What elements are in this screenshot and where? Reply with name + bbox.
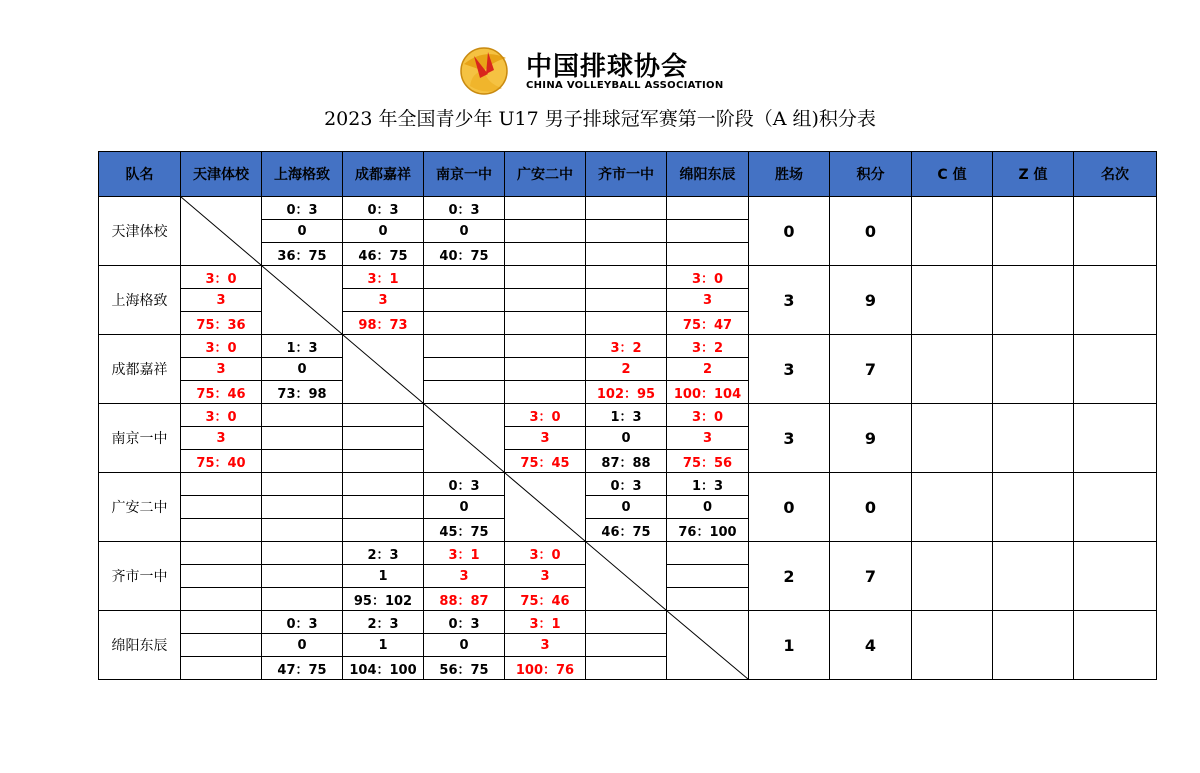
z-value-cell (993, 266, 1074, 335)
c-value-cell (912, 542, 993, 611)
match-score: 1：3 (586, 404, 667, 427)
match-ratio: 47：75 (262, 657, 343, 680)
match-ratio: 98：73 (343, 312, 424, 335)
match-pts: 3 (181, 289, 262, 312)
match-score: 0：3 (424, 473, 505, 496)
points-cell: 9 (830, 404, 912, 473)
header-cell: 名次 (1074, 152, 1157, 197)
match-score: 2：3 (343, 611, 424, 634)
match-ratio: 45：75 (424, 519, 505, 542)
match-ratio: 87：88 (586, 450, 667, 473)
table-body (99, 197, 1157, 680)
match-ratio (667, 588, 749, 611)
match-ratio: 56：75 (424, 657, 505, 680)
rank-cell (1074, 542, 1157, 611)
wins-cell: 0 (749, 473, 830, 542)
match-ratio (586, 243, 667, 266)
match-score (424, 335, 505, 358)
match-ratio (262, 588, 343, 611)
match-score (343, 473, 424, 496)
match-pts (343, 427, 424, 450)
wins-cell: 3 (749, 404, 830, 473)
match-ratio: 75：46 (505, 588, 586, 611)
self-match-cell (343, 335, 424, 404)
match-score: 3：0 (505, 404, 586, 427)
team-name: 齐市一中 (99, 542, 181, 611)
match-ratio: 102：95 (586, 381, 667, 404)
match-pts: 0 (586, 427, 667, 450)
match-pts (667, 565, 749, 588)
wins-cell: 0 (749, 197, 830, 266)
header-cell: 积分 (830, 152, 912, 197)
match-pts (424, 289, 505, 312)
match-pts: 0 (667, 496, 749, 519)
z-value-cell (993, 197, 1074, 266)
points-cell: 0 (830, 473, 912, 542)
wins-cell: 1 (749, 611, 830, 680)
match-ratio: 40：75 (424, 243, 505, 266)
match-pts (262, 427, 343, 450)
match-pts: 0 (424, 220, 505, 243)
standings-table (98, 151, 1157, 680)
match-pts (586, 289, 667, 312)
match-ratio: 76：100 (667, 519, 749, 542)
match-ratio: 95：102 (343, 588, 424, 611)
match-ratio (505, 243, 586, 266)
match-ratio: 88：87 (424, 588, 505, 611)
match-ratio: 75：40 (181, 450, 262, 473)
match-pts: 3 (181, 427, 262, 450)
match-ratio (181, 657, 262, 680)
match-pts (262, 565, 343, 588)
self-match-cell (424, 404, 505, 473)
match-pts: 3 (181, 358, 262, 381)
match-pts (262, 496, 343, 519)
team-row (99, 335, 1157, 358)
match-score (586, 197, 667, 220)
match-ratio: 100：104 (667, 381, 749, 404)
wins-cell: 2 (749, 542, 830, 611)
match-pts (586, 220, 667, 243)
z-value-cell (993, 404, 1074, 473)
match-score: 3：1 (505, 611, 586, 634)
team-row (99, 473, 1157, 496)
match-score: 1：3 (667, 473, 749, 496)
match-score: 0：3 (343, 197, 424, 220)
match-score (667, 542, 749, 565)
match-ratio: 46：75 (586, 519, 667, 542)
header-row (99, 152, 1157, 197)
wins-cell: 3 (749, 266, 830, 335)
match-score: 0：3 (262, 197, 343, 220)
match-ratio (667, 243, 749, 266)
team-row (99, 266, 1157, 289)
match-ratio: 46：75 (343, 243, 424, 266)
match-score (586, 266, 667, 289)
match-score: 3：2 (586, 335, 667, 358)
header-cell: 广安二中 (505, 152, 586, 197)
match-ratio: 75：46 (181, 381, 262, 404)
team-row (99, 197, 1157, 220)
c-value-cell (912, 266, 993, 335)
header-cell: 成都嘉祥 (343, 152, 424, 197)
match-pts (667, 220, 749, 243)
rank-cell (1074, 197, 1157, 266)
c-value-cell (912, 473, 993, 542)
header-cell: 胜场 (749, 152, 830, 197)
match-score: 0：3 (262, 611, 343, 634)
points-cell: 7 (830, 335, 912, 404)
header-cell: 南京一中 (424, 152, 505, 197)
match-pts (505, 220, 586, 243)
match-ratio (181, 519, 262, 542)
match-ratio (343, 450, 424, 473)
match-pts: 0 (262, 358, 343, 381)
logo-chinese-name: 中国排球协会 (526, 52, 689, 82)
match-score: 3：0 (181, 266, 262, 289)
match-pts: 1 (343, 634, 424, 657)
match-score (667, 197, 749, 220)
match-pts: 0 (262, 634, 343, 657)
self-match-cell (262, 266, 343, 335)
match-pts: 0 (586, 496, 667, 519)
match-ratio: 73：98 (262, 381, 343, 404)
match-ratio: 75：47 (667, 312, 749, 335)
match-ratio (262, 450, 343, 473)
match-pts (181, 565, 262, 588)
rank-cell (1074, 266, 1157, 335)
match-pts (505, 289, 586, 312)
match-score: 3：1 (343, 266, 424, 289)
logo-english-name: CHINA VOLLEYBALL ASSOCIATION (526, 80, 724, 91)
page-title: 2023 年全国青少年 U17 男子排球冠军赛第一阶段（A 组)积分表 (324, 108, 876, 130)
match-score (586, 611, 667, 634)
match-score: 0：3 (424, 197, 505, 220)
rank-cell (1074, 404, 1157, 473)
match-pts (586, 634, 667, 657)
match-ratio (424, 381, 505, 404)
match-ratio (181, 588, 262, 611)
team-name: 绵阳东辰 (99, 611, 181, 680)
match-pts: 3 (424, 565, 505, 588)
match-score: 3：0 (505, 542, 586, 565)
match-pts: 0 (343, 220, 424, 243)
match-ratio: 104：100 (343, 657, 424, 680)
match-ratio (505, 312, 586, 335)
match-pts: 2 (667, 358, 749, 381)
match-pts: 3 (505, 565, 586, 588)
self-match-cell (667, 611, 749, 680)
rank-cell (1074, 335, 1157, 404)
match-ratio: 100：76 (505, 657, 586, 680)
header-cell: 绵阳东辰 (667, 152, 749, 197)
points-cell: 0 (830, 197, 912, 266)
team-row (99, 542, 1157, 565)
match-score: 0：3 (424, 611, 505, 634)
match-pts: 3 (667, 289, 749, 312)
match-score: 2：3 (343, 542, 424, 565)
header-cell: 齐市一中 (586, 152, 667, 197)
match-ratio (505, 381, 586, 404)
c-value-cell (912, 197, 993, 266)
match-score (262, 473, 343, 496)
c-value-cell (912, 611, 993, 680)
match-pts: 0 (424, 634, 505, 657)
match-pts (181, 496, 262, 519)
z-value-cell (993, 335, 1074, 404)
match-ratio: 75：36 (181, 312, 262, 335)
match-pts: 3 (505, 634, 586, 657)
z-value-cell (993, 542, 1074, 611)
header-cell: 队名 (99, 152, 181, 197)
team-row (99, 611, 1157, 634)
rank-cell (1074, 611, 1157, 680)
header-cell: C 值 (912, 152, 993, 197)
c-value-cell (912, 404, 993, 473)
cva-logo (458, 44, 724, 96)
match-ratio: 36：75 (262, 243, 343, 266)
match-pts: 3 (505, 427, 586, 450)
c-value-cell (912, 335, 993, 404)
z-value-cell (993, 473, 1074, 542)
team-row (99, 404, 1157, 427)
team-name: 天津体校 (99, 197, 181, 266)
match-score (181, 611, 262, 634)
match-score: 1：3 (262, 335, 343, 358)
match-score (181, 473, 262, 496)
match-score: 3：0 (667, 266, 749, 289)
match-ratio: 75：56 (667, 450, 749, 473)
match-ratio (586, 312, 667, 335)
match-score (343, 404, 424, 427)
wins-cell: 3 (749, 335, 830, 404)
self-match-cell (505, 473, 586, 542)
match-score: 3：0 (181, 335, 262, 358)
match-score (262, 542, 343, 565)
points-cell: 9 (830, 266, 912, 335)
match-pts: 3 (343, 289, 424, 312)
match-ratio (424, 312, 505, 335)
z-value-cell (993, 611, 1074, 680)
team-name: 南京一中 (99, 404, 181, 473)
team-name: 成都嘉祥 (99, 335, 181, 404)
match-pts: 0 (424, 496, 505, 519)
rank-cell (1074, 473, 1157, 542)
points-cell: 4 (830, 611, 912, 680)
match-score (505, 197, 586, 220)
match-pts: 1 (343, 565, 424, 588)
match-pts (181, 634, 262, 657)
match-score (505, 266, 586, 289)
match-ratio: 75：45 (505, 450, 586, 473)
volleyball-emblem-icon (458, 44, 514, 96)
match-score (181, 542, 262, 565)
header-cell: Z 值 (993, 152, 1074, 197)
match-score: 3：0 (667, 404, 749, 427)
match-ratio (586, 657, 667, 680)
match-pts (343, 496, 424, 519)
points-cell: 7 (830, 542, 912, 611)
match-score: 0：3 (586, 473, 667, 496)
match-score (424, 266, 505, 289)
match-pts: 2 (586, 358, 667, 381)
match-score: 3：0 (181, 404, 262, 427)
header-cell: 上海格致 (262, 152, 343, 197)
match-pts (505, 358, 586, 381)
match-score (505, 335, 586, 358)
match-pts: 3 (667, 427, 749, 450)
match-score (262, 404, 343, 427)
match-pts: 0 (262, 220, 343, 243)
self-match-cell (586, 542, 667, 611)
self-match-cell (181, 197, 262, 266)
match-score: 3：1 (424, 542, 505, 565)
match-ratio (343, 519, 424, 542)
match-score: 3：2 (667, 335, 749, 358)
match-ratio (262, 519, 343, 542)
team-name: 广安二中 (99, 473, 181, 542)
match-pts (424, 358, 505, 381)
header-cell: 天津体校 (181, 152, 262, 197)
team-name: 上海格致 (99, 266, 181, 335)
